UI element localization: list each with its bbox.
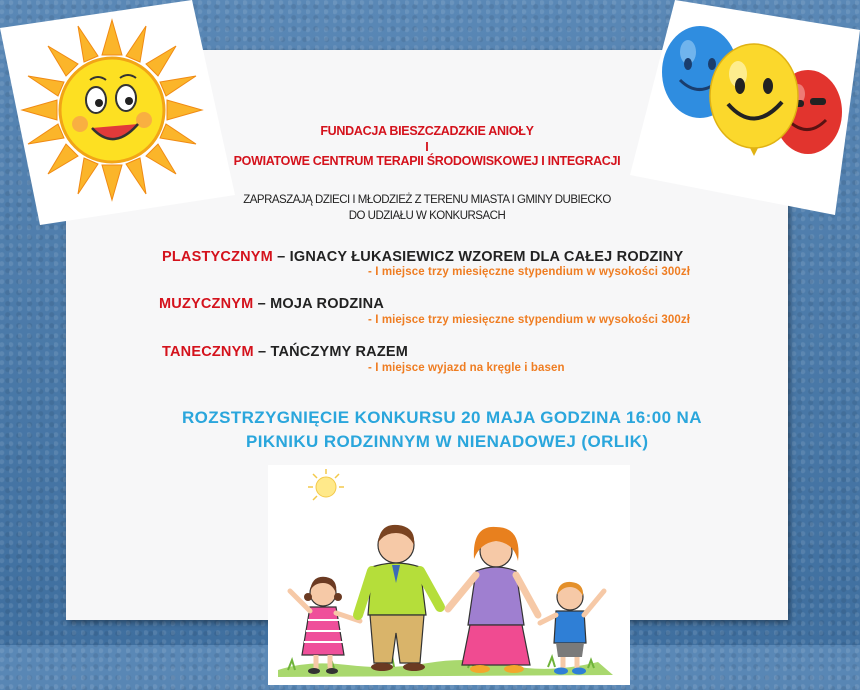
small-sun-icon xyxy=(308,469,344,500)
father-figure xyxy=(358,525,440,671)
contest-title: – MOJA RODZINA xyxy=(253,296,384,312)
contest-category: TANECZNYM xyxy=(162,344,254,360)
organizer-name-2: POWIATOWE CENTRUM TERAPII ŚRODOWISKOWEJ I INTEGRACJI xyxy=(233,154,621,168)
announcement-line-2: PIKNIKU RODZINNYM W NIENADOWEJ (ORLIK) xyxy=(246,432,649,451)
contest-prize: - I miejsce wyjazd na kręgle i basen xyxy=(368,362,565,374)
organizer-conjunction: I xyxy=(425,140,429,154)
contest-category: PLASTYCZNYM xyxy=(162,249,273,265)
contest-category: MUZYCZNYM xyxy=(159,296,254,312)
announcement-line-1: ROZSTRZYGNIĘCIE KONKURSU 20 MAJA GODZINA 16:00 NA xyxy=(182,408,702,427)
contest-music xyxy=(159,296,384,312)
organizer-name-1: FUNDACJA BIESZCZADZKIE ANIOŁY xyxy=(320,124,534,138)
smiley-balloons-illustration xyxy=(630,0,860,215)
smiling-sun-icon xyxy=(0,0,235,225)
family-illustration xyxy=(268,465,630,685)
mother-figure xyxy=(448,527,538,673)
contest-art xyxy=(162,249,683,265)
contest-prize: - I miejsce trzy miesięczne stypendium w wysokości 300zł xyxy=(368,314,690,326)
family-holding-hands-icon xyxy=(268,465,630,685)
smiling-sun-illustration xyxy=(0,0,235,225)
girl-figure xyxy=(290,577,360,674)
contest-title: – TAŃCZYMY RAZEM xyxy=(253,344,409,360)
contest-title: – IGNACY ŁUKASIEWICZ WZOREM DLA CAŁEJ RODZINY xyxy=(272,249,684,265)
smiley-balloons-icon xyxy=(630,0,860,215)
contest-dance xyxy=(162,344,408,360)
invitation-line-1: ZAPRASZAJĄ DZIECI I MŁODZIEŻ Z TERENU MIASTA I GMINY DUBIECKO xyxy=(243,194,611,206)
invitation-line-2: DO UDZIAŁU W KONKURSACH xyxy=(348,210,506,222)
contest-prize: - I miejsce trzy miesięczne stypendium w wysokości 300zł xyxy=(368,266,690,278)
